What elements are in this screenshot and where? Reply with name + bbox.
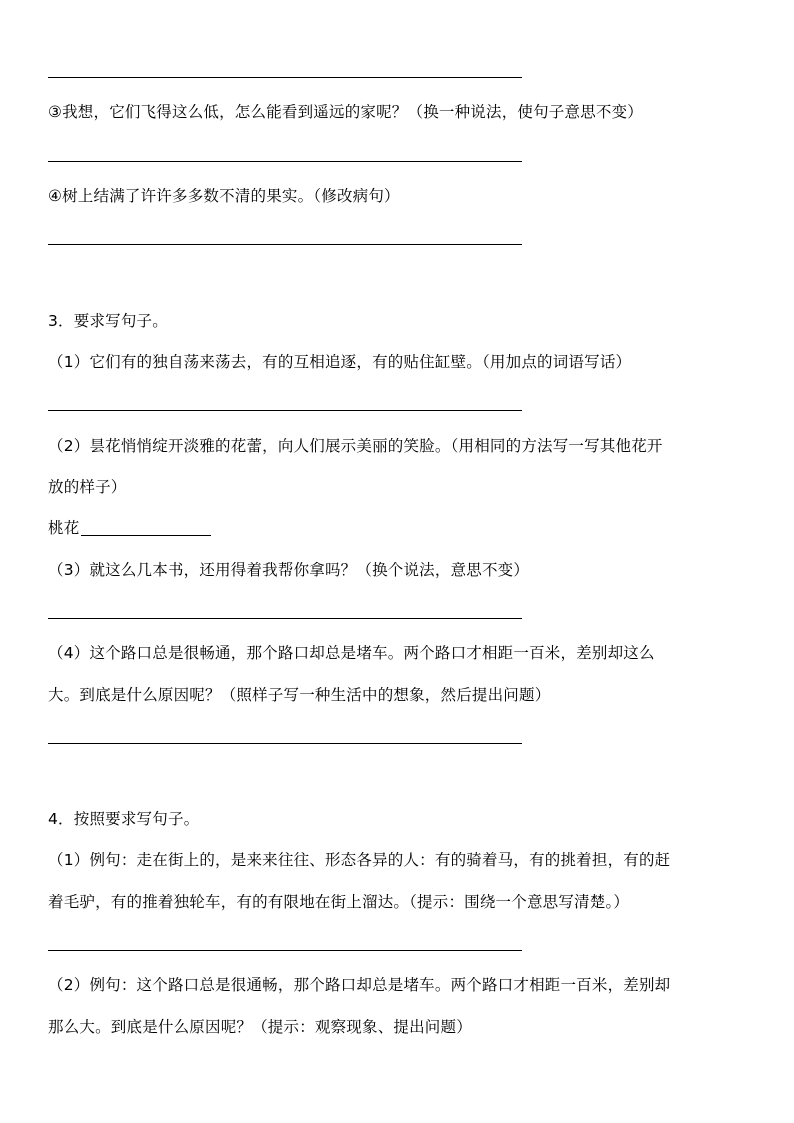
- answer-line: [48, 743, 522, 744]
- question-3-2-fill: [48, 518, 211, 538]
- answer-line: [48, 77, 522, 78]
- fill-prefix: 桃花: [48, 519, 80, 537]
- answer-line: [48, 410, 522, 411]
- question-3-3: （3）就这么几本书，还用得着我帮你拿吗？（换个说法，意思不变）: [48, 561, 530, 579]
- question-3-1: （1）它们有的独自荡来荡去，有的互相追逐，有的贴住缸壁。（用加点的词语写话）: [48, 353, 632, 371]
- question-4-1-line2: 着毛驴，有的推着独轮车，有的有限地在街上溜达。（提示：围绕一个意思写清楚。）: [48, 893, 630, 911]
- question-3-2-line1: （2）昙花悄悄绽开淡雅的花蕾，向人们展示美丽的笑脸。（用相同的方法写一写其他花开: [48, 437, 663, 455]
- answer-line: [48, 950, 522, 951]
- fill-blank: [81, 534, 211, 536]
- question-4-2-line2: 那么大。到底是什么原因呢？（提示：观察现象、提出问题）: [48, 1018, 472, 1036]
- section-3-title: 3．要求写句子。: [48, 312, 168, 330]
- question-4-1-line1: （1）例句：走在街上的，是来来往往、形态各异的人：有的骑着马，有的挑着担，有的赶: [48, 851, 671, 869]
- question-3-2-line2: 放的样子）: [48, 478, 127, 496]
- question-2-3: ③我想，它们飞得这么低，怎么能看到遥远的家呢？（换一种说法，使句子意思不变）: [48, 103, 643, 121]
- question-3-4-line2: 大。到底是什么原因呢？（照样子写一种生活中的想象，然后提出问题）: [48, 686, 551, 704]
- section-4-title: 4．按照要求写句子。: [48, 810, 200, 828]
- question-2-4: ④树上结满了许许多多数不清的果实。（修改病句）: [48, 187, 400, 205]
- answer-line: [48, 244, 522, 245]
- answer-line: [48, 618, 522, 619]
- question-3-4-line1: （4）这个路口总是很畅通，那个路口却总是堵车。两个路口才相距一百米，差别却这么: [48, 644, 655, 662]
- answer-line: [48, 161, 522, 162]
- question-4-2-line1: （2）例句：这个路口总是很通畅，那个路口却总是堵车。两个路口才相距一百米，差别却: [48, 976, 671, 994]
